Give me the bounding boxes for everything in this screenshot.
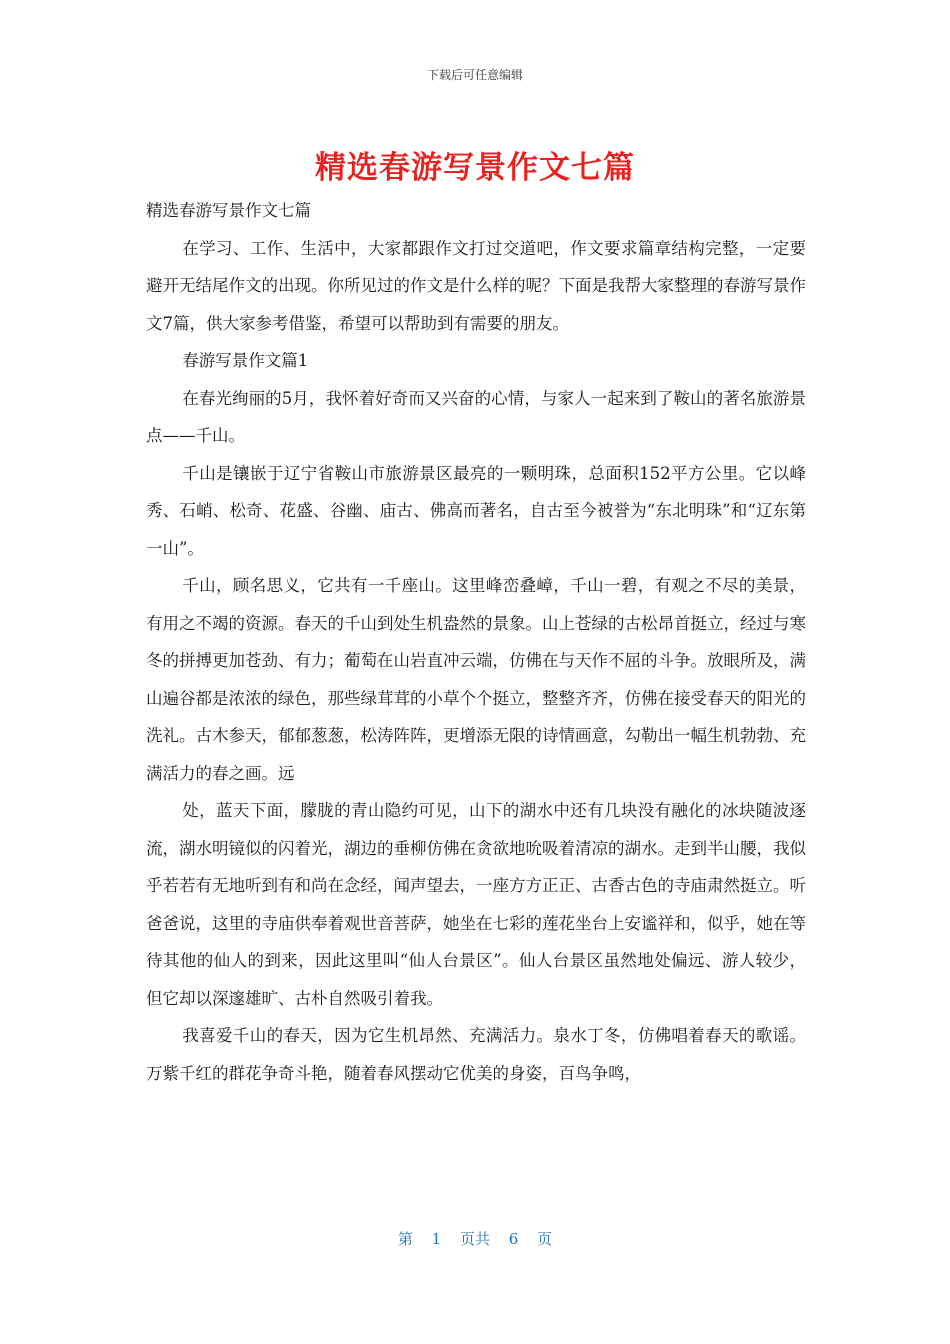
document-body bbox=[146, 192, 806, 1092]
page-title: 精选春游写景作文七篇 bbox=[315, 150, 635, 186]
header-note: 下载后可任意编辑 bbox=[426, 68, 523, 82]
paragraph: 在学习、工作、生活中，大家都跟作文打过交道吧，作文要求篇章结构完整，一定要避开无结尾作文的出现。你所见过的作文是什么样的呢？下面是我帮大家整理的春游写景作文7篇，供大家参考借鉴，希望可以帮助到有需要的朋友。 bbox=[146, 238, 806, 333]
paragraph: 在春光绚丽的5月，我怀着好奇而又兴奋的心情，与家人一起来到了鞍山的著名旅游景点——千山。 bbox=[146, 388, 806, 445]
section-heading: 春游写景作文篇1 bbox=[182, 351, 309, 370]
paragraph: 我喜爱千山的春天，因为它生机昂然、充满活力。泉水丁冬，仿佛唱着春天的歌谣。万紫千红的群花争奇斗艳，随着春风摆动它优美的身姿，百鸟争鸣， bbox=[146, 1026, 806, 1083]
paragraph: 处，蓝天下面，朦胧的青山隐约可见，山下的湖水中还有几块没有融化的冰块随波逐流，湖水明镜似的闪着光，湖边的垂柳仿佛在贪欲地吮吸着清凉的湖水。走到半山腰，我似乎若若有无地听到有和尚在念经，闻声望去，一座方方正正、古香古色的寺庙肃然挺立。听爸爸说，这里的寺庙供奉着观世音菩萨，她坐在七彩的莲花坐台上安谧祥和，似乎，她在等待其他的仙人的到来，因此这里叫“仙人台景区”。仙人台景区虽然地处偏远、游人较少，但它却以深邃雄旷、古朴自然吸引着我。 bbox=[146, 801, 806, 1008]
paragraph: 千山是镶嵌于辽宁省鞍山市旅游景区最亮的一颗明珠，总面积152平方公里。它以峰秀、石峭、松奇、花盛、谷幽、庙古、佛高而著名，自古至今被誉为“东北明珠”和“辽东第一山”。 bbox=[146, 463, 806, 558]
paragraph: 千山，顾名思义，它共有一千座山。这里峰峦叠嶂，千山一碧，有观之不尽的美景，有用之不竭的资源。春天的千山到处生机盎然的景象。山上苍绿的古松昂首挺立，经过与寒冬的拼搏更加苍劲、有力；葡萄在山岩直冲云端，仿佛在与天作不屈的斗争。放眼所及，满山遍谷都是浓浓的绿色，那些绿茸茸的小草个个挺立，整整齐齐，仿佛在接受春天的阳光的洗礼。古木参天，郁郁葱葱，松涛阵阵，更增添无限的诗情画意，勾勒出一幅生机勃勃、充满活力的春之画。远 bbox=[146, 576, 806, 783]
page-footer: 第 1 页共 6 页 bbox=[397, 1230, 553, 1248]
paragraph: 精选春游写景作文七篇 bbox=[146, 201, 311, 220]
